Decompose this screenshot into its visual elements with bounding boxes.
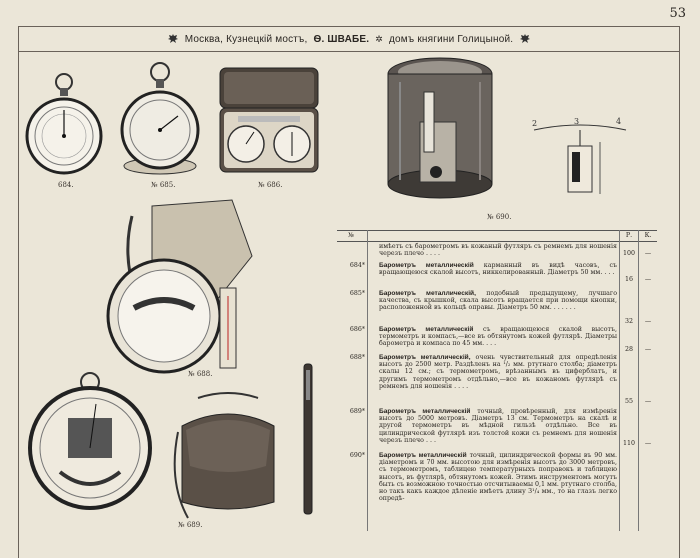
row-price-rubles: 100 [622,250,636,257]
row-description: точный, цилиндрической формы въ 90 мм. діаметромъ и 70 мм. высотою для измѣренія высотъ до 3000 метровъ, съ термометромъ, таблицею температурныхъ поправокъ и таблицею высотъ, въ футлярѣ, обтянутомъ кожей. Этимъ инструментомъ могутъ быть съ возможною точностью отсчитываемы 0,1 мм. ртутнаго столба, но такъ какъ каждое дѣленіе имѣетъ длину 3¹/₄ мм., то на глазъ легко опредѣ- [379,452,617,503]
row-title: Барометръ металлическій [379,262,474,269]
row-price-kopeks: — [644,398,652,405]
row-price-kopeks: — [644,440,652,447]
vernier-scale-detail-illustration [530,112,630,206]
barometer-689-illustration [26,370,156,510]
svg-text:3: 3 [574,117,580,126]
column-divider [367,230,368,531]
row-price-kopeks: — [644,276,652,283]
svg-text:4: 4 [616,117,622,126]
barometer-688-illustration [92,196,262,374]
row-number: 684* [349,262,365,269]
caption-685: № 685. [151,181,176,189]
price-table [337,230,657,531]
col-header-kopeks: К. [644,232,652,239]
col-header-number: № [348,232,354,239]
thermometer-689-illustration [296,362,320,522]
row-price-rubles: 55 [624,398,633,405]
row-description: точный, провѣренный, для измѣренія высотъ до 5000 метровъ. Діаметръ 13 см. Термометръ на скалѣ и другой термометръ въ мѣдной гильзѣ отдѣльно. Все въ цилиндрической футлярѣ изъ толстой кожи съ ремнемъ для ношенія черезъ плечо . . . [379,408,617,444]
caption-690: № 690. [487,213,512,221]
row-price-rubles: 16 [624,276,633,283]
page-number: 53 [669,6,686,21]
row-price-rubles: 28 [624,346,633,353]
row-number: 688* [349,354,365,361]
header-house: домъ княгини Голицыной. [389,33,514,45]
row-description: карманный въ видѣ часовъ, съ вращающеюся скалой высотъ, никкелированный. Діаметръ 50 мм. . . . [379,262,617,277]
barometer-686-case-illustration [216,66,322,176]
row-title: Барометръ металлическій, [379,290,476,297]
barometer-690-illustration [380,52,500,212]
leather-case-689-illustration [168,392,288,522]
row-text [379,408,617,444]
header-name: Ѳ. ШВАБЕ. [313,33,370,45]
double-eagle-icon [167,33,179,45]
row-number: 690* [349,452,365,459]
header-city: Москва, Кузнецкій мостъ, [184,33,308,45]
row-text: имѣетъ съ барометромъ въ кожаный футляръ съ ремнемъ для ношенія черезъ плечо . . . . [379,243,617,258]
catalog-header [19,27,679,52]
row-text [379,354,617,390]
row-price-kopeks: — [644,346,652,353]
row-text [379,326,617,348]
caption-689: № 689. [178,521,203,529]
row-title: Барометръ металлическій [379,408,471,415]
caption-686: № 686. [258,181,283,189]
row-text [379,290,617,312]
row-description: подобный предыдущему, лучшаго качества, съ крышкой, скала высотъ вращается при помощи кнопки, расположенной въ кольцѣ оправы. Діаметръ 50 мм. . . . . . . [379,290,617,312]
caption-684: 684. [58,181,74,189]
row-price-rubles: 32 [624,318,633,325]
barometer-685-illustration [116,60,208,180]
svg-text:2: 2 [532,119,538,128]
row-title: Барометръ металлическій, [379,354,471,361]
table-header [337,230,657,242]
row-title: Барометръ металлическій [379,326,474,333]
col-header-rubles: Р. [625,232,633,239]
row-price-kopeks: — [644,250,652,257]
caption-688: № 688. [188,370,213,378]
double-eagle-icon [519,33,531,45]
row-number: 689* [349,408,365,415]
row-number: 685* [349,290,365,297]
row-price-rubles: 110 [622,440,636,447]
separator-dot-icon: ✲ [375,33,384,44]
row-description: очень чувствительный для опредѣленія высотъ до 2500 метр. Раздѣленъ на ¹/₂ мм. ртутнаго столба; діаметръ скалы 12 см.; съ термометромъ, врѣзаннымъ въ циферблатъ, и другимъ термометромъ отдѣльно,—все въ кожаномъ футлярѣ съ ремнемъ для ношенія . . . . [379,354,617,390]
row-number: 686* [349,326,365,333]
row-price-kopeks: — [644,318,652,325]
row-title: Барометръ металлическій [379,452,467,459]
row-text [379,452,617,502]
barometer-684-illustration [24,68,108,178]
row-description: съ вращающеюся скалой высотъ, термометръ и компасъ,—все въ обтянутомъ кожей футлярѣ. Діаметры барометра и компаса по 45 мм. . . . [379,326,617,348]
row-text [379,262,617,276]
